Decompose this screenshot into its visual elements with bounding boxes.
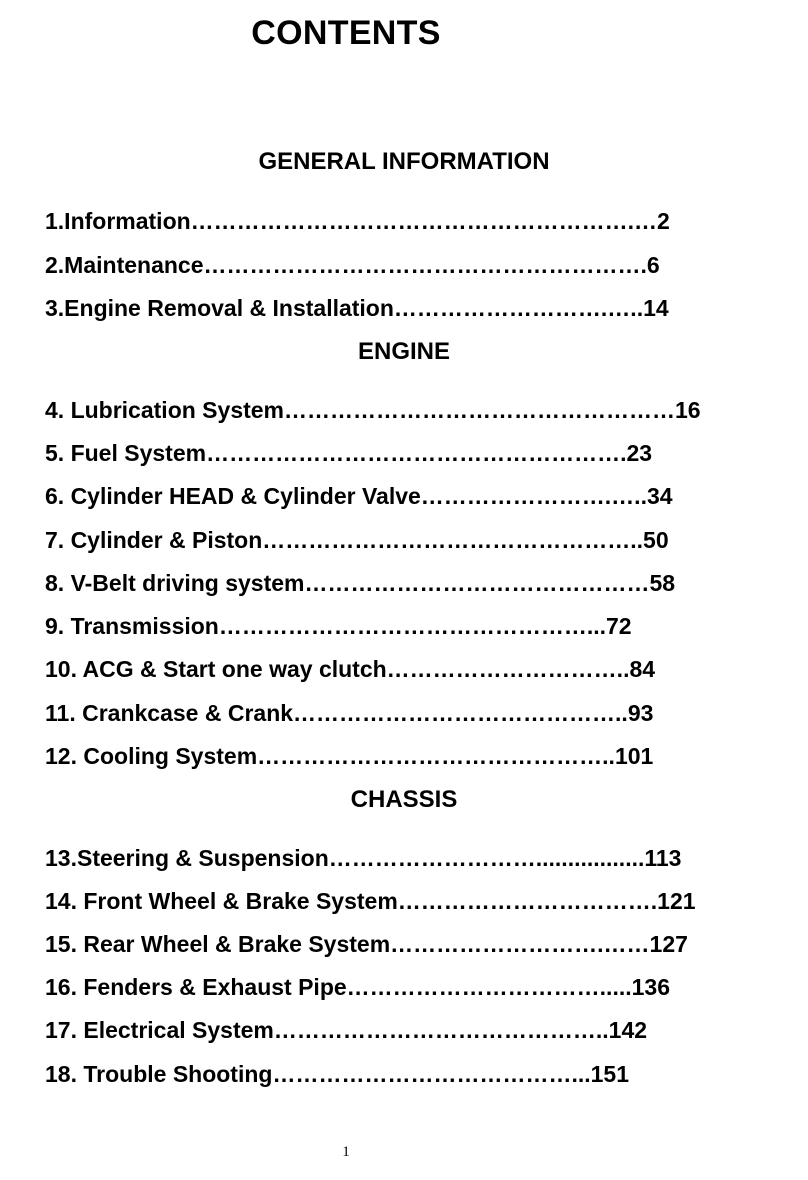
toc-entry-14: 14. Front Wheel & Brake System…………………………….121 <box>45 888 696 914</box>
page-title: CONTENTS <box>251 14 441 52</box>
toc-entry-3: 3.Engine Removal & Installation……………………….…..14 <box>45 295 669 321</box>
toc-entry-7: 7. Cylinder & Piston…………………………………………..50 <box>45 527 669 553</box>
toc-entry-9: 9. Transmission…………………………………………...72 <box>45 613 632 639</box>
toc-entry-8: 8. V-Belt driving system………………………………………58 <box>45 570 676 596</box>
toc-entry-13: 13.Steering & Suspension……………………….................113 <box>45 845 682 871</box>
toc-entry-12: 12. Cooling System………………………………………..101 <box>45 743 654 769</box>
toc-entry-10: 10. ACG & Start one way clutch…………………………..84 <box>45 656 656 682</box>
section-title-engine: ENGINE <box>357 338 450 365</box>
toc-entry-4: 4. Lubrication System……………………………………………16 <box>45 397 701 423</box>
section-title-general-information: GENERAL INFORMATION <box>258 148 550 175</box>
toc-entry-6: 6. Cylinder HEAD & Cylinder Valve…………………….…..34 <box>45 483 673 509</box>
page-number: 1 <box>342 1144 350 1160</box>
toc-entry-5: 5. Fuel System……………………………………………….23 <box>45 440 653 466</box>
toc-entry-1: 1.Information………………………………………………….…2 <box>45 208 670 234</box>
toc-entry-11: 11. Crankcase & Crank……………………………………..93 <box>45 700 654 726</box>
section-title-chassis: CHASSIS <box>350 786 458 813</box>
toc-entry-17: 17. Electrical System……………………………………..142 <box>45 1017 648 1043</box>
toc-entry-2: 2.Maintenance………………………………………………….6 <box>45 252 660 278</box>
toc-entry-16: 16. Fenders & Exhaust Pipe…………………………….....136 <box>45 974 670 1000</box>
toc-entry-15: 15. Rear Wheel & Brake System……………………….……127 <box>45 931 688 957</box>
toc-entry-18: 18. Trouble Shooting…………………………………...151 <box>45 1061 629 1087</box>
